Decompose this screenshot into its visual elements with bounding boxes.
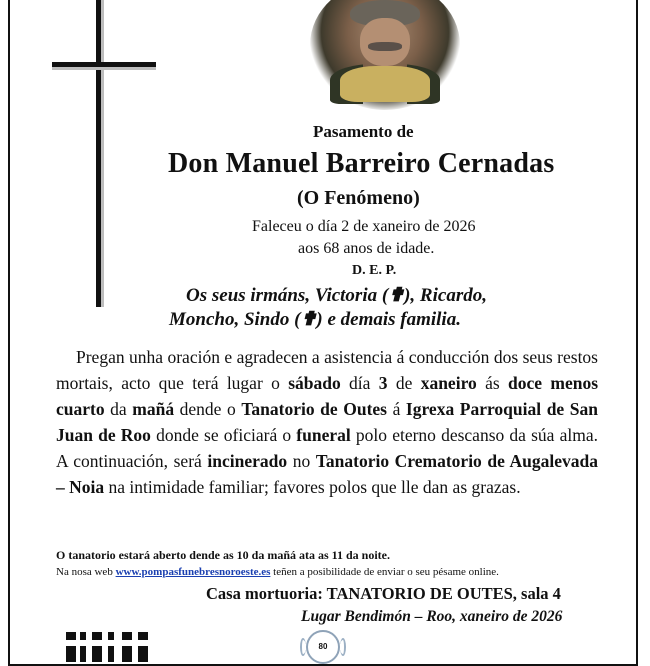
family-line-1: Os seus irmáns, Victoria (✟), Ricardo, (186, 285, 487, 306)
web-note: Na nosa web www.pompasfunebresnoroeste.es teñen a posibilidade de enviar o seu pésame online. (56, 566, 499, 578)
qr-code-icon (66, 632, 148, 662)
death-date: Faleceu o día 2 de xaneiro de 2026 (252, 218, 476, 235)
website-link[interactable]: www.pompasfunebresnoroeste.es (115, 566, 271, 578)
ceremony-paragraph: Pregan unha oración e agradecen a asistencia á conducción dos seus restos mortais, acto que terá lugar o sábado día 3 de xaneiro ás doce menos cuarto da mañá dende o Tanatorio de Outes á Igrexa Parroquial de San Juan de Roo donde se oficiará o funeral polo eterno descanso da súa alma. A continuación, será incinerado no Tanatorio Crematorio de Augalevada – Noia na intimidade familiar; favores polos que lle dan as grazas. (56, 347, 599, 497)
deceased-nickname: (O Fenómeno) (297, 187, 420, 209)
place-date: Lugar Bendimón – Roo, xaneiro de 2026 (301, 608, 563, 625)
anniversary-badge: 80 (306, 630, 340, 664)
notice-intro: Pasamento de (313, 122, 414, 141)
opening-hours: O tanatorio estará aberto dende as 10 da mañá ata as 11 da noite. (56, 548, 390, 562)
deceased-name: Don Manuel Barreiro Cernadas (168, 148, 555, 179)
rip-text: D. E. P. (352, 263, 397, 278)
deceased-photo (310, 0, 460, 110)
family-line-2: Moncho, Sindo (✟) e demais familia. (169, 309, 461, 330)
age-line: aos 68 anos de idade. (298, 240, 435, 257)
funeral-home: Casa mortuoria: TANATORIO DE OUTES, sala 4 (206, 584, 561, 603)
